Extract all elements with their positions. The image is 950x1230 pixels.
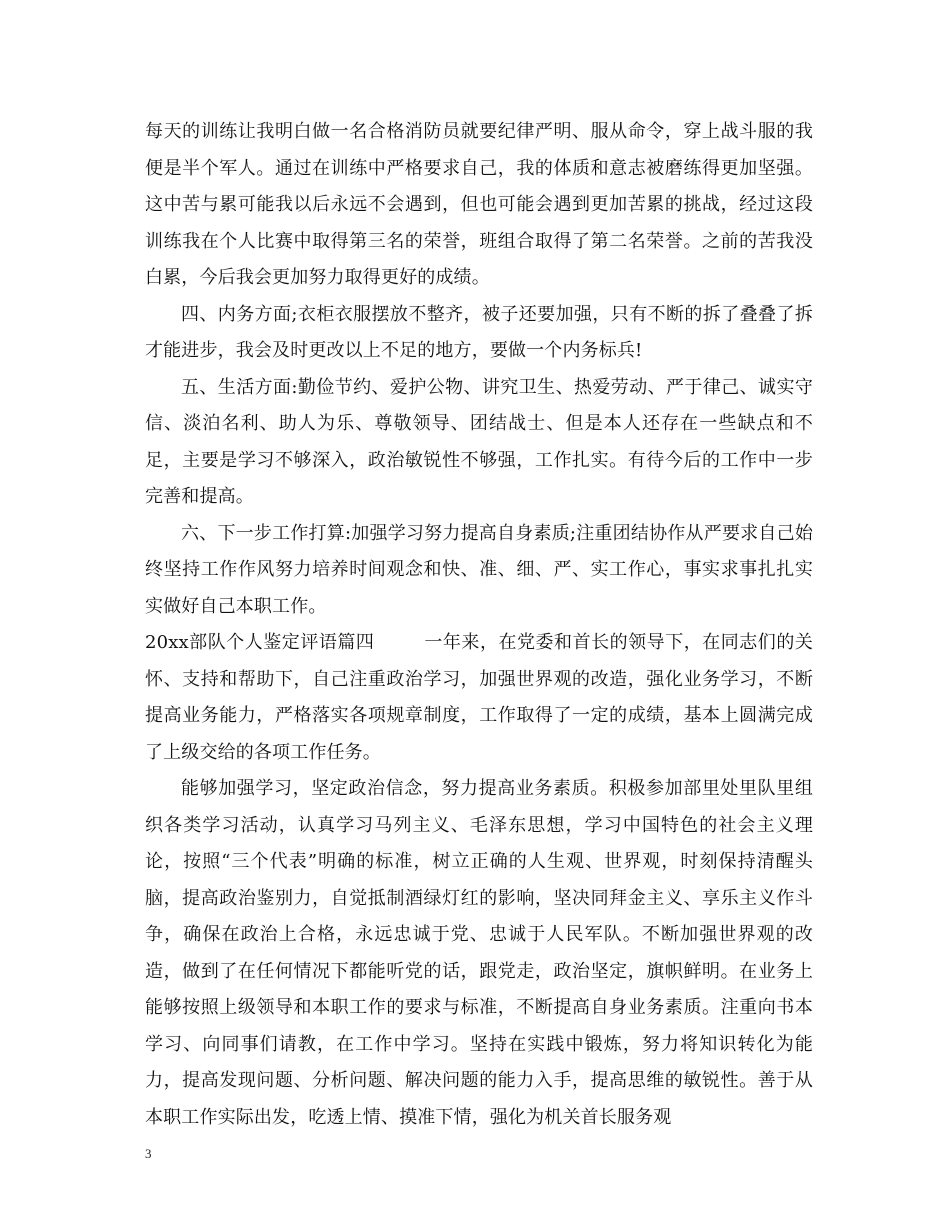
- paragraph-training: 每天的训练让我明白做一名合格消防员就要纪律严明、服从命令，穿上战斗服的我便是半个军人。通过在训练中严格要求自己，我的体质和意志被磨练得更加坚强。这中苦与累可能我以后永远不会遇到，但也可能会遇到更加苦累的挑战，经过这段训练我在个人比赛中取得第三名的荣誉，班组合取得了第二名荣誉。之前的苦我没白累，今后我会更加努力取得更好的成绩。: [145, 121, 813, 288]
- section-heading: 20xx部队个人鉴定评语篇四: [145, 632, 375, 653]
- paragraph-learning: 能够加强学习，坚定政治信念，努力提高业务素质。积极参加部里处里队里组织各类学习活动，认真学习马列主义、毛泽东思想，学习中国特色的社会主义理论，按照“三个代表”明确的标准，树立正确的人生观、世界观，时刻保持清醒头脑，提高政治鉴别力，自觉抵制酒绿灯红的影响，坚决同拜金主义、享乐主义作斗争，确保在政治上合格，永远忠诚于党、忠诚于人民军队。不断加强世界观的改造，做到了在任何情况下都能听党的话，跟党走，政治坚定，旗帜鲜明。在业务上能够按照上级领导和本职工作的要求与标准，不断提高自身业务素质。注重向书本学习、向同事们请教，在工作中学习。坚持在实践中锻炼，努力将知识转化为能力，提高发现问题、分析问题、解决问题的能力入手，提高思维的敏锐性。善于从本职工作实际出发，吃透上情、摸准下情，强化为机关首长服务观: [145, 778, 813, 1128]
- section-intro-text: 一年来，在党委和首长的领导下，在同志们的关怀、支持和帮助下，自己注重政治学习，加强世界观的改造，强化业务学习，不断提高业务能力，严格落实各项规章制度，工作取得了一定的成绩，基本上圆满完成了上级交给的各项工作任务。: [145, 632, 813, 763]
- page-number: 3: [145, 1146, 152, 1161]
- section-gap: [374, 632, 424, 653]
- paragraph-section-four: [145, 625, 813, 771]
- paragraph-internal-affairs: 四、内务方面;衣柜衣服摆放不整齐，被子还要加强，只有不断的拆了叠叠了拆才能进步，我会及时更改以上不足的地方，要做一个内务标兵!: [145, 303, 813, 361]
- document-body: [145, 114, 813, 1136]
- paragraph-next-plan: 六、下一步工作打算:加强学习努力提高自身素质;注重团结协作从严要求自己始终坚持工作作风努力培养时间观念和快、准、细、严、实工作心，事实求事扎扎实实做好自己本职工作。: [145, 522, 813, 617]
- paragraph-daily-life: 五、生活方面:勤俭节约、爱护公物、讲究卫生、热爱劳动、严于律己、诚实守信、淡泊名利、助人为乐、尊敬领导、团结战士、但是本人还存在一些缺点和不足，主要是学习不够深入，政治敏锐性不够强，工作扎实。有待今后的工作中一步完善和提高。: [145, 376, 813, 507]
